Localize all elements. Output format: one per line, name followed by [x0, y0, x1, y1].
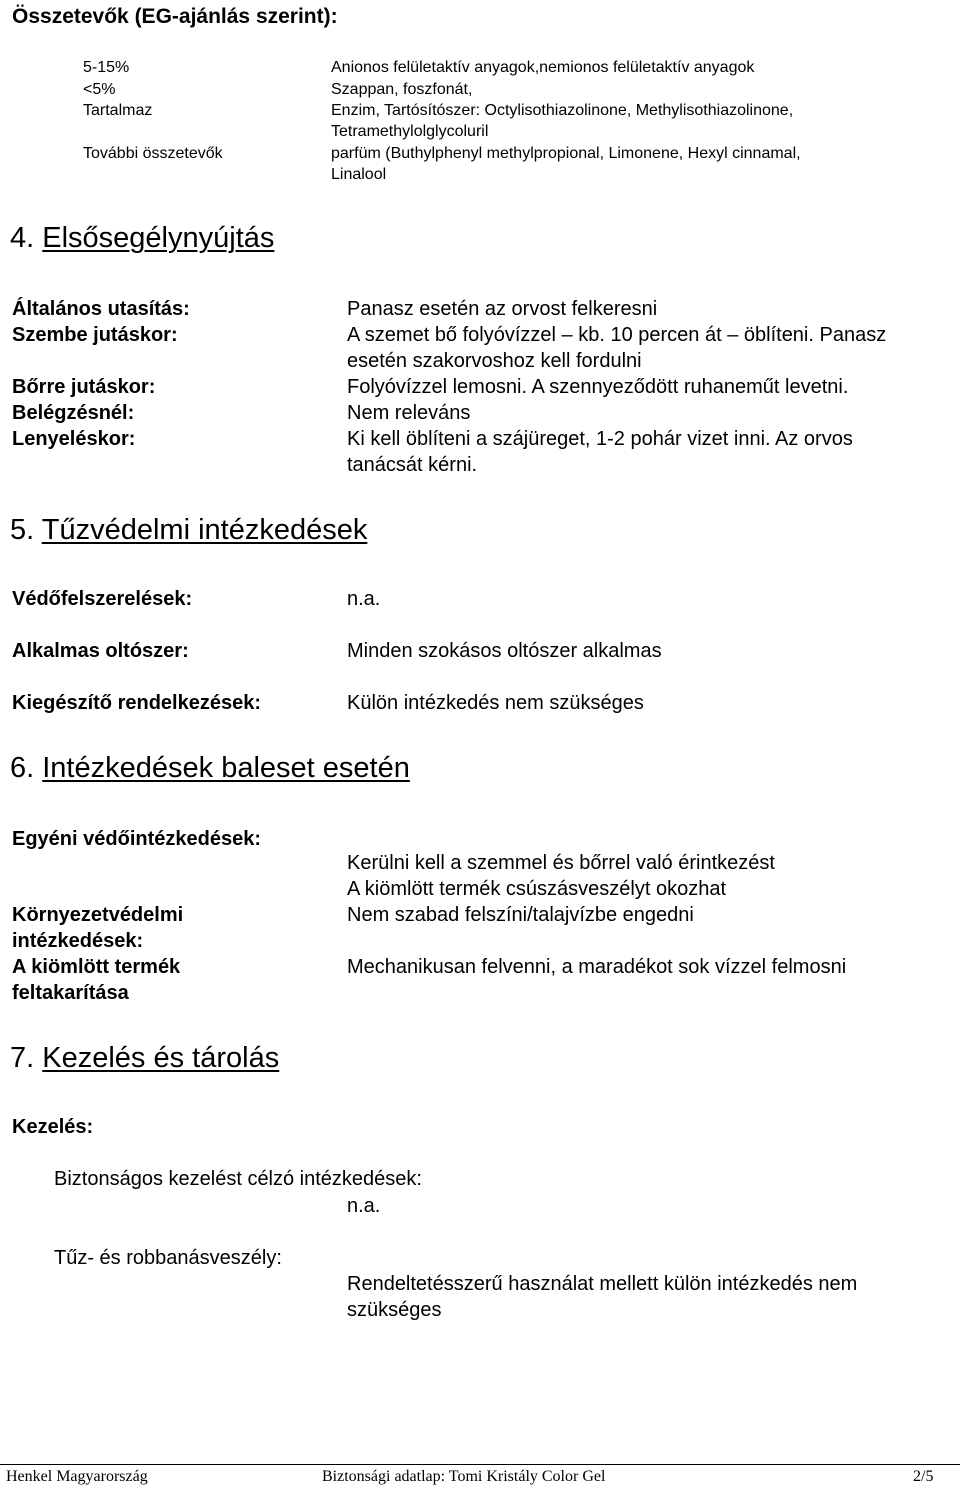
first-aid-value: Panasz esetén az orvost felkeresni — [347, 298, 658, 320]
accident-label: intézkedések: — [12, 930, 144, 952]
accident-value: Kerülni kell a szemmel és bőrrel való érintkezést — [347, 852, 775, 874]
section-7-heading — [10, 1042, 279, 1075]
section-number: 5. — [10, 514, 35, 546]
first-aid-value: Ki kell öblíteni a szájüreget, 1-2 pohár vizet inni. Az orvos — [347, 428, 853, 450]
composition-value: Linalool — [331, 166, 387, 183]
accident-label: Egyéni védőintézkedések: — [12, 828, 261, 850]
first-aid-label: Bőrre jutáskor: — [12, 376, 156, 398]
fire-label: Kiegészítő rendelkezések: — [12, 692, 261, 714]
section-title: Elsősegélynyújtás — [42, 222, 275, 254]
footer-rule — [0, 1464, 960, 1465]
accident-label: feltakarítása — [12, 982, 129, 1004]
section-title: Tűzvédelmi intézkedések — [41, 514, 368, 546]
accident-value: A kiömlött termék csúszásveszélyt okozhat — [347, 878, 727, 900]
accident-label: Környezetvédelmi — [12, 904, 184, 926]
handling-label: Kezelés: — [12, 1116, 94, 1138]
fire-label: Védőfelszerelések: — [12, 588, 193, 610]
safe-handling-label: Biztonságos kezelést célzó intézkedések: — [54, 1168, 422, 1190]
first-aid-value: esetén szakorvoshoz kell fordulni — [347, 350, 642, 372]
first-aid-value: tanácsát kérni. — [347, 454, 478, 476]
first-aid-value: Nem releváns — [347, 402, 471, 424]
first-aid-label: Általános utasítás: — [12, 298, 190, 320]
safe-handling-value: n.a. — [347, 1195, 381, 1217]
composition-value: Enzim, Tartósítószer: Octylisothiazolinone, Methylisothiazolinone, — [331, 102, 794, 119]
fire-explosion-value: szükséges — [347, 1299, 442, 1321]
composition-heading: Összetevők (EG-ajánlás szerint): — [12, 5, 338, 28]
composition-value: Szappan, foszfonát, — [331, 81, 473, 98]
composition-label: <5% — [83, 81, 116, 98]
section-6-heading — [10, 752, 410, 785]
section-5-heading — [10, 514, 367, 547]
fire-explosion-value: Rendeltetésszerű használat mellett külön intézkedés nem — [347, 1273, 858, 1295]
section-title: Kezelés és tárolás — [42, 1042, 280, 1074]
footer-document-title: Biztonsági adatlap: Tomi Kristály Color Gel — [322, 1468, 606, 1485]
fire-value: Minden szokásos oltószer alkalmas — [347, 640, 662, 662]
composition-value: Tetramethylolglycoluril — [331, 123, 489, 140]
first-aid-label: Lenyeléskor: — [12, 428, 136, 450]
fire-label: Alkalmas oltószer: — [12, 640, 189, 662]
composition-value: parfüm (Buthylphenyl methylpropional, Limonene, Hexyl cinnamal, — [331, 145, 801, 162]
fire-value: n.a. — [347, 588, 381, 610]
section-number: 4. — [10, 222, 35, 254]
composition-value: Anionos felületaktív anyagok,nemionos felületaktív anyagok — [331, 59, 755, 76]
footer-page-number: 2/5 — [913, 1468, 934, 1485]
footer-company: Henkel Magyarország — [6, 1468, 148, 1485]
first-aid-label: Belégzésnél: — [12, 402, 135, 424]
composition-label: 5-15% — [83, 59, 130, 76]
section-title: Intézkedések baleset esetén — [42, 752, 410, 784]
section-number: 7. — [10, 1042, 35, 1074]
composition-label: További összetevők — [83, 145, 223, 162]
accident-label: A kiömlött termék — [12, 956, 181, 978]
section-4-heading — [10, 222, 274, 255]
composition-label: Tartalmaz — [83, 102, 153, 119]
first-aid-value: A szemet bő folyóvízzel – kb. 10 percen át – öblíteni. Panasz — [347, 324, 887, 346]
accident-value: Nem szabad felszíni/talajvízbe engedni — [347, 904, 694, 926]
section-number: 6. — [10, 752, 35, 784]
fire-explosion-label: Tűz- és robbanásveszély: — [54, 1247, 282, 1269]
first-aid-value: Folyóvízzel lemosni. A szennyeződött ruhaneműt levetni. — [347, 376, 849, 398]
first-aid-label: Szembe jutáskor: — [12, 324, 178, 346]
accident-value: Mechanikusan felvenni, a maradékot sok vízzel felmosni — [347, 956, 847, 978]
fire-value: Külön intézkedés nem szükséges — [347, 692, 644, 714]
